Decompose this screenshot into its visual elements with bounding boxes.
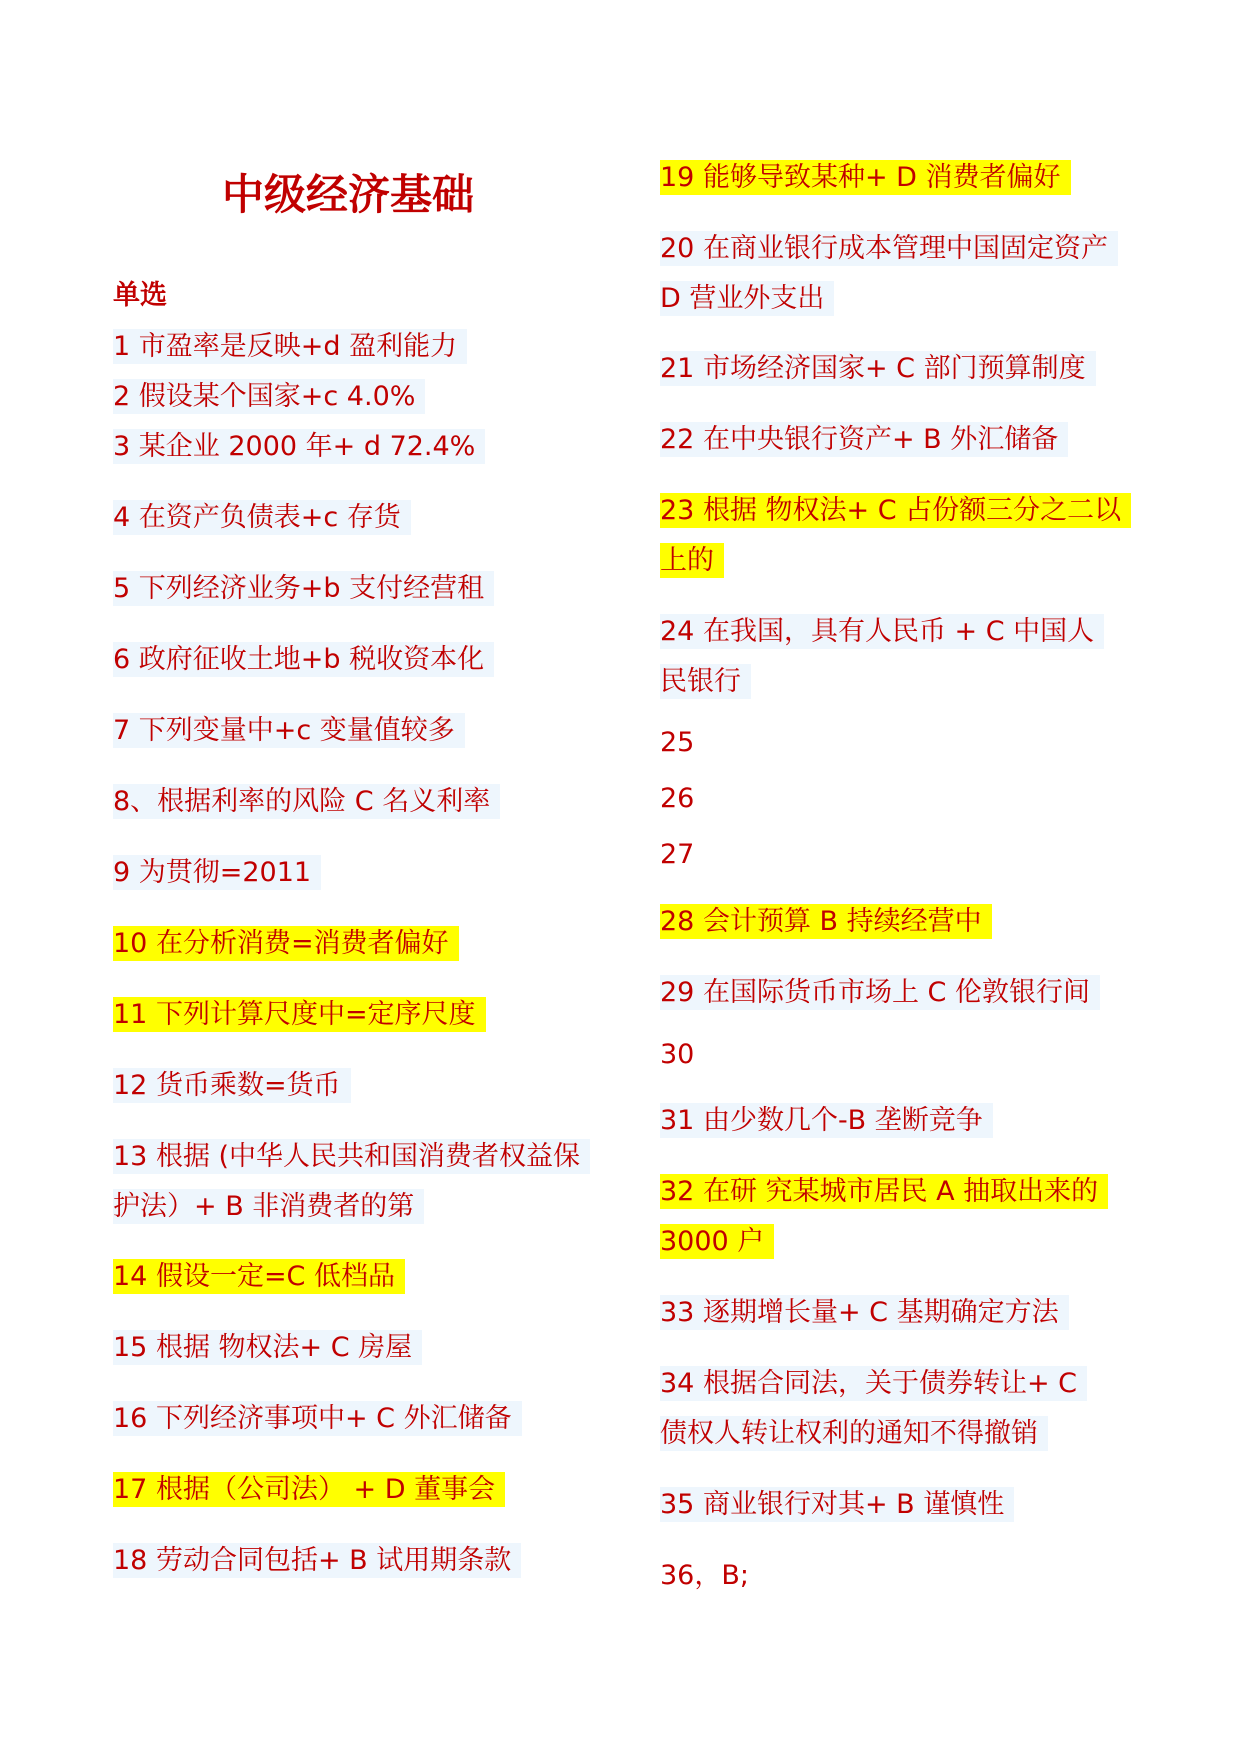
item-text: 21 市场经济国家+ C 部门预算制度 xyxy=(660,351,1096,386)
item-text: 12 货币乘数=货币 xyxy=(113,1068,351,1103)
list-item xyxy=(113,1394,522,1444)
item-text: 29 在国际货币市场上 C 伦敦银行间 xyxy=(660,975,1100,1010)
list-item xyxy=(113,493,411,543)
item-text: 9 为贯彻=2011 xyxy=(113,855,321,890)
item-text: 25 xyxy=(660,727,695,758)
list-item xyxy=(660,1551,749,1601)
item-text: 13 根据 (中华人民共和国消费者权益保护法）+ B 非消费者的第 xyxy=(113,1139,590,1224)
list-item-highlighted xyxy=(660,1167,1130,1267)
list-item xyxy=(113,1536,521,1586)
item-text: 6 政府征收土地+b 税收资本化 xyxy=(113,642,494,677)
list-item xyxy=(113,422,485,472)
list-item xyxy=(660,1096,993,1146)
item-text: 24 在我国，具有人民币 + C 中国人民银行 xyxy=(660,614,1104,699)
list-item xyxy=(660,415,1068,465)
item-text: 1 市盈率是反映+d 盈利能力 xyxy=(113,329,467,364)
list-item xyxy=(113,777,500,827)
list-item xyxy=(660,607,1120,707)
list-item xyxy=(113,322,467,372)
list-item xyxy=(113,848,321,898)
list-item xyxy=(113,564,494,614)
item-text: 2 假设某个国家+c 4.0% xyxy=(113,379,425,414)
list-item-highlighted xyxy=(660,486,1130,586)
item-text: 17 根据（公司法） + D 董事会 xyxy=(113,1472,505,1507)
item-text: 35 商业银行对其+ B 谨慎性 xyxy=(660,1487,1014,1522)
section-heading: 单选 xyxy=(113,280,167,311)
item-text: 28 会计预算 B 持续经营中 xyxy=(660,904,992,939)
item-text: 36，B; xyxy=(660,1560,749,1591)
item-text: 27 xyxy=(660,839,695,870)
list-item xyxy=(113,1132,603,1232)
list-item xyxy=(660,718,694,768)
item-text: 7 下列变量中+c 变量值较多 xyxy=(113,713,465,748)
item-text: 10 在分析消费=消费者偏好 xyxy=(113,926,459,961)
item-text: 3 某企业 2000 年+ d 72.4% xyxy=(113,429,485,464)
item-text: 22 在中央银行资产+ B 外汇储备 xyxy=(660,422,1068,457)
list-item xyxy=(660,1480,1014,1530)
item-text: 15 根据 物权法+ C 房屋 xyxy=(113,1330,422,1365)
list-item xyxy=(113,372,425,422)
item-text: 19 能够导致某种+ D 消费者偏好 xyxy=(660,160,1071,195)
item-text: 26 xyxy=(660,783,695,814)
item-text: 32 在研 究某城市居民 A 抽取出来的 3000 户 xyxy=(660,1174,1108,1259)
item-text: 23 根据 物权法+ C 占份额三分之二以上的 xyxy=(660,493,1131,578)
item-text: 20 在商业银行成本管理中国固定资产 D 营业外支出 xyxy=(660,231,1118,316)
item-text: 34 根据合同法，关于债券转让+ C 债权人转让权利的通知不得撤销 xyxy=(660,1366,1087,1451)
item-text: 8、根据利率的风险 C 名义利率 xyxy=(113,784,500,819)
list-item xyxy=(113,706,465,756)
list-item-highlighted xyxy=(113,1252,405,1302)
list-item xyxy=(113,1323,422,1373)
item-text: 4 在资产负债表+c 存货 xyxy=(113,500,411,535)
list-item xyxy=(113,635,494,685)
list-item xyxy=(660,224,1130,324)
item-text: 5 下列经济业务+b 支付经营租 xyxy=(113,571,494,606)
list-item xyxy=(660,830,694,880)
item-text: 18 劳动合同包括+ B 试用期条款 xyxy=(113,1543,521,1578)
list-item xyxy=(660,1359,1110,1459)
list-item xyxy=(113,1061,351,1111)
list-item-highlighted xyxy=(660,153,1071,203)
item-text: 30 xyxy=(660,1039,695,1070)
item-text: 16 下列经济事项中+ C 外汇储备 xyxy=(113,1401,522,1436)
list-item-highlighted xyxy=(660,897,992,947)
item-text: 11 下列计算尺度中=定序尺度 xyxy=(113,997,486,1032)
list-item-highlighted xyxy=(113,919,459,969)
list-item xyxy=(660,1030,694,1080)
list-item-highlighted xyxy=(113,990,486,1040)
list-item xyxy=(660,344,1096,394)
list-item xyxy=(660,1288,1069,1338)
item-text: 14 假设一定=C 低档品 xyxy=(113,1259,405,1294)
item-text: 31 由少数几个-B 垄断竞争 xyxy=(660,1103,993,1138)
list-item xyxy=(660,968,1100,1018)
page-title: 中级经济基础 xyxy=(221,170,474,219)
list-item-highlighted xyxy=(113,1465,505,1515)
list-item xyxy=(660,774,694,824)
item-text: 33 逐期增长量+ C 基期确定方法 xyxy=(660,1295,1069,1330)
